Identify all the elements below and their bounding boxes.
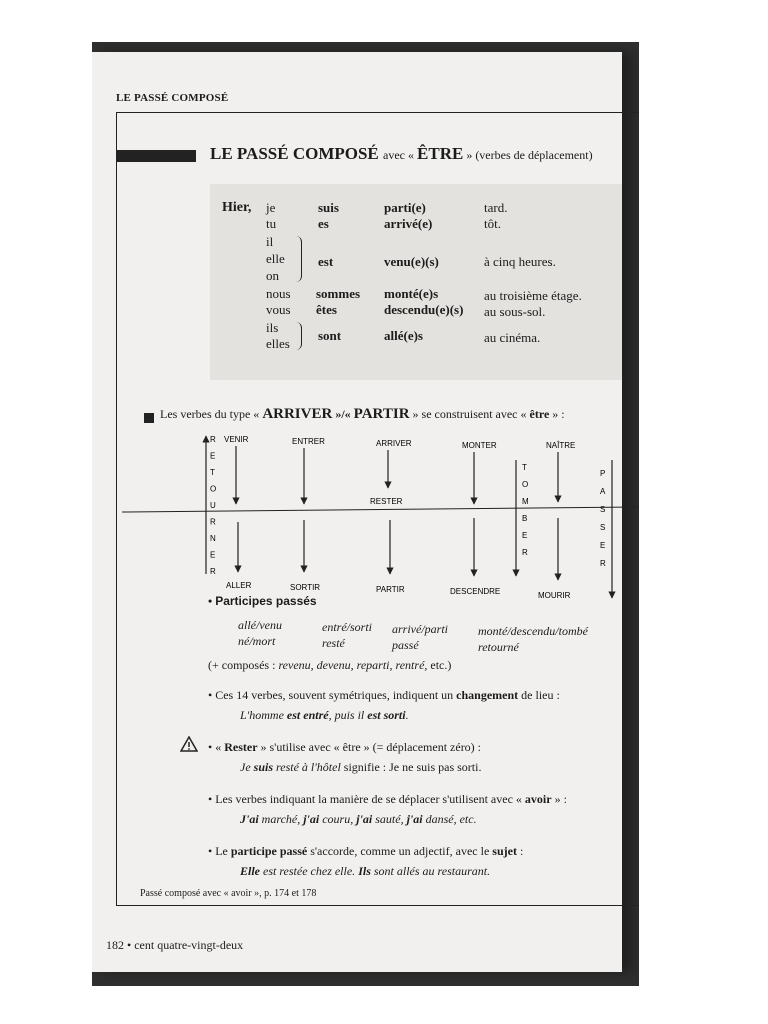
verb-partir-label: PARTIR bbox=[376, 585, 405, 594]
pronoun-cell: il bbox=[266, 234, 274, 249]
participle-line: retourné bbox=[478, 640, 519, 654]
verb-monter: MONTER bbox=[462, 441, 497, 450]
verb-partir: PARTIR bbox=[353, 406, 410, 422]
note-accord bbox=[208, 844, 523, 859]
composes-text: etc.) bbox=[427, 658, 452, 672]
aux-cell: suis bbox=[318, 200, 339, 215]
example-text: L'homme bbox=[240, 708, 287, 722]
example-bold: suis bbox=[253, 760, 274, 774]
verb-sortir: SORTIR bbox=[290, 583, 321, 592]
participle-cell: parti(e) bbox=[384, 200, 426, 215]
verb-venir: VENIR bbox=[224, 435, 249, 444]
aux-cell: est bbox=[318, 254, 334, 269]
note-text: » : bbox=[551, 792, 567, 806]
note-bold: avoir bbox=[524, 792, 552, 806]
complement-cell: au cinéma. bbox=[484, 330, 541, 345]
pronoun-cell: nous bbox=[266, 286, 291, 301]
aux-cell: êtes bbox=[316, 302, 337, 317]
section-title bbox=[210, 144, 593, 164]
pronoun-cell: ils bbox=[266, 320, 279, 335]
note-text: : bbox=[516, 844, 524, 858]
example-bold: Ils bbox=[358, 864, 371, 878]
note-rester bbox=[208, 740, 481, 755]
complement-cell: tôt. bbox=[484, 216, 501, 231]
conjugation-table bbox=[210, 184, 622, 380]
title-etre: ÊTRE bbox=[417, 144, 464, 163]
verb-descendre: DESCENDRE bbox=[450, 587, 501, 596]
bullet-square bbox=[144, 413, 154, 423]
participle-line: entré/sorti bbox=[322, 620, 372, 634]
verbs-intro-text: » se construisent avec « bbox=[409, 407, 530, 421]
example-text: marché, bbox=[258, 812, 304, 826]
pronoun-cell: vous bbox=[266, 302, 291, 317]
bullet-dot: • bbox=[208, 740, 213, 754]
retourner-letter: E bbox=[210, 550, 216, 560]
brace-il-elle-on bbox=[296, 236, 302, 282]
retourner-letter: R bbox=[210, 567, 216, 576]
verbs-intro-etre: être bbox=[529, 407, 550, 421]
participle-line: né/mort bbox=[238, 634, 276, 648]
passer-letter: A bbox=[600, 487, 606, 496]
pronoun-cell: on bbox=[266, 268, 279, 283]
example-bold: est sorti bbox=[367, 708, 406, 722]
movement-diagram bbox=[122, 432, 639, 612]
participle-cell: monté(e)s bbox=[384, 286, 439, 301]
page-footer: 182 • cent quatre-vingt-deux bbox=[106, 938, 244, 952]
retourner-letter: R bbox=[210, 435, 216, 444]
title-avec: avec « bbox=[383, 148, 418, 162]
hier-label: Hier, bbox=[222, 200, 252, 215]
example-text: . bbox=[405, 708, 409, 722]
verb-naitre: NAÎTRE bbox=[546, 441, 576, 450]
participle-line: arrivé/parti bbox=[392, 622, 448, 636]
participle-cell: venu(e)(s) bbox=[384, 254, 439, 269]
verbs-intro bbox=[160, 406, 565, 423]
bullet-dot: • bbox=[208, 792, 213, 806]
tomber-letter: R bbox=[522, 548, 528, 557]
complement-cell: au sous-sol. bbox=[484, 304, 546, 319]
example-gloss: signifie : Je ne suis pas sorti. bbox=[340, 760, 482, 774]
composes-list: revenu, devenu, reparti, rentré, bbox=[278, 658, 428, 672]
aux-cell: sommes bbox=[316, 286, 361, 301]
example-accord bbox=[240, 864, 490, 879]
example-text: resté à l'hôtel bbox=[273, 760, 341, 774]
note-text: s'accorde, comme un adjectif, avec le bbox=[307, 844, 493, 858]
verb-arriver: ARRIVER bbox=[262, 406, 333, 422]
verb-entrer: ENTRER bbox=[292, 437, 325, 446]
passer-letter: S bbox=[600, 523, 606, 532]
aux-cell: sont bbox=[318, 328, 342, 343]
running-header: LE PASSÉ COMPOSÉ bbox=[116, 92, 229, 104]
participes-heading bbox=[208, 594, 317, 609]
title-bar-decoration bbox=[116, 150, 196, 162]
example-avoir bbox=[240, 812, 477, 827]
cross-reference: Passé composé avec « avoir », p. 174 et 178 bbox=[140, 888, 317, 899]
pronoun-cell: elles bbox=[266, 336, 290, 351]
complement-cell: au troisième étage. bbox=[484, 288, 582, 303]
pronoun-cell: elle bbox=[266, 251, 285, 266]
example-text: sont allés au restaurant. bbox=[370, 864, 491, 878]
verb-rester: RESTER bbox=[370, 497, 403, 506]
bullet-dot: • bbox=[208, 594, 213, 608]
note-text: Les verbes indiquant la manière de se déplacer s'utilisent avec « bbox=[215, 792, 525, 806]
tomber-letter: T bbox=[522, 463, 527, 472]
title-main: LE PASSÉ COMPOSÉ bbox=[210, 144, 379, 163]
passer-letter: S bbox=[600, 505, 606, 514]
example-rester bbox=[240, 760, 481, 775]
book-page bbox=[92, 52, 622, 972]
example-changement bbox=[240, 708, 409, 723]
participes-heading-text: Participes passés bbox=[215, 594, 317, 608]
verbs-intro-text: Les verbes du type « bbox=[160, 407, 263, 421]
note-avoir bbox=[208, 792, 567, 807]
composes-line bbox=[208, 658, 451, 673]
example-text: dansé, etc. bbox=[422, 812, 477, 826]
note-bold: changement bbox=[456, 688, 519, 702]
retourner-letter: E bbox=[210, 451, 216, 461]
complement-cell: tard. bbox=[484, 200, 508, 215]
participle-line: monté/descendu/tombé bbox=[478, 624, 588, 638]
example-text: sauté, bbox=[372, 812, 407, 826]
example-bold: Elle bbox=[240, 864, 260, 878]
note-text: de lieu : bbox=[518, 688, 560, 702]
example-bold: j'ai bbox=[356, 812, 373, 826]
participle-cell: descendu(e)(s) bbox=[384, 302, 464, 317]
tomber-letter: B bbox=[522, 514, 528, 523]
retourner-letter: R bbox=[210, 517, 216, 527]
participle-cell: arrivé(e) bbox=[384, 216, 433, 231]
note-text: Ces 14 verbes, souvent symétriques, indiquent un bbox=[215, 688, 457, 702]
passer-letter: P bbox=[600, 469, 606, 478]
retourner-letter: T bbox=[210, 468, 215, 477]
note-text: « bbox=[215, 740, 225, 754]
pronoun-cell: je bbox=[266, 200, 276, 215]
verbs-intro-text: » : bbox=[549, 407, 565, 421]
note-text: Le bbox=[215, 844, 231, 858]
example-bold: J'ai bbox=[240, 812, 259, 826]
example-text: , puis il bbox=[328, 708, 368, 722]
verb-mourir: MOURIR bbox=[538, 591, 571, 600]
tomber-letter: M bbox=[522, 497, 529, 506]
retourner-letter: O bbox=[210, 484, 217, 494]
verbs-intro-sep: »/« bbox=[332, 407, 354, 421]
participle-line: resté bbox=[322, 636, 345, 650]
brace-ils-elles bbox=[296, 322, 302, 350]
bullet-dot: • bbox=[208, 688, 213, 702]
horizon-line bbox=[122, 507, 639, 512]
participle-cell: allé(e)s bbox=[384, 328, 423, 343]
example-text: couru, bbox=[319, 812, 357, 826]
verb-arriver-label: ARRIVER bbox=[376, 439, 412, 448]
verb-aller: ALLER bbox=[226, 581, 252, 590]
example-bold: j'ai bbox=[303, 812, 320, 826]
note-bold: participe passé bbox=[230, 844, 308, 858]
tomber-letter: O bbox=[522, 480, 529, 489]
example-text: est restée chez elle. bbox=[260, 864, 359, 878]
passer-letter: R bbox=[600, 559, 606, 568]
bullet-dot: • bbox=[208, 844, 213, 858]
composes-text: (+ composés : bbox=[208, 658, 279, 672]
title-rest: » (verbes de déplacement) bbox=[463, 148, 593, 162]
note-text: » s'utilise avec « être » (= déplacement zéro) : bbox=[257, 740, 482, 754]
example-bold: j'ai bbox=[406, 812, 423, 826]
participle-line: allé/venu bbox=[238, 618, 282, 632]
complement-cell: à cinq heures. bbox=[484, 254, 556, 269]
aux-cell: es bbox=[318, 216, 329, 231]
retourner-letter: U bbox=[210, 501, 216, 510]
retourner-letter: N bbox=[210, 534, 216, 543]
warning-icon bbox=[180, 736, 198, 752]
note-changement bbox=[208, 688, 560, 703]
pronoun-cell: tu bbox=[266, 216, 277, 231]
example-bold: est entré bbox=[286, 708, 329, 722]
photo-background bbox=[92, 42, 639, 986]
note-bold: sujet bbox=[492, 844, 517, 858]
example-text: Je bbox=[240, 760, 254, 774]
note-bold: Rester bbox=[224, 740, 258, 754]
passer-letter: E bbox=[600, 541, 606, 550]
tomber-letter: E bbox=[522, 531, 528, 540]
participle-line: passé bbox=[392, 638, 419, 652]
